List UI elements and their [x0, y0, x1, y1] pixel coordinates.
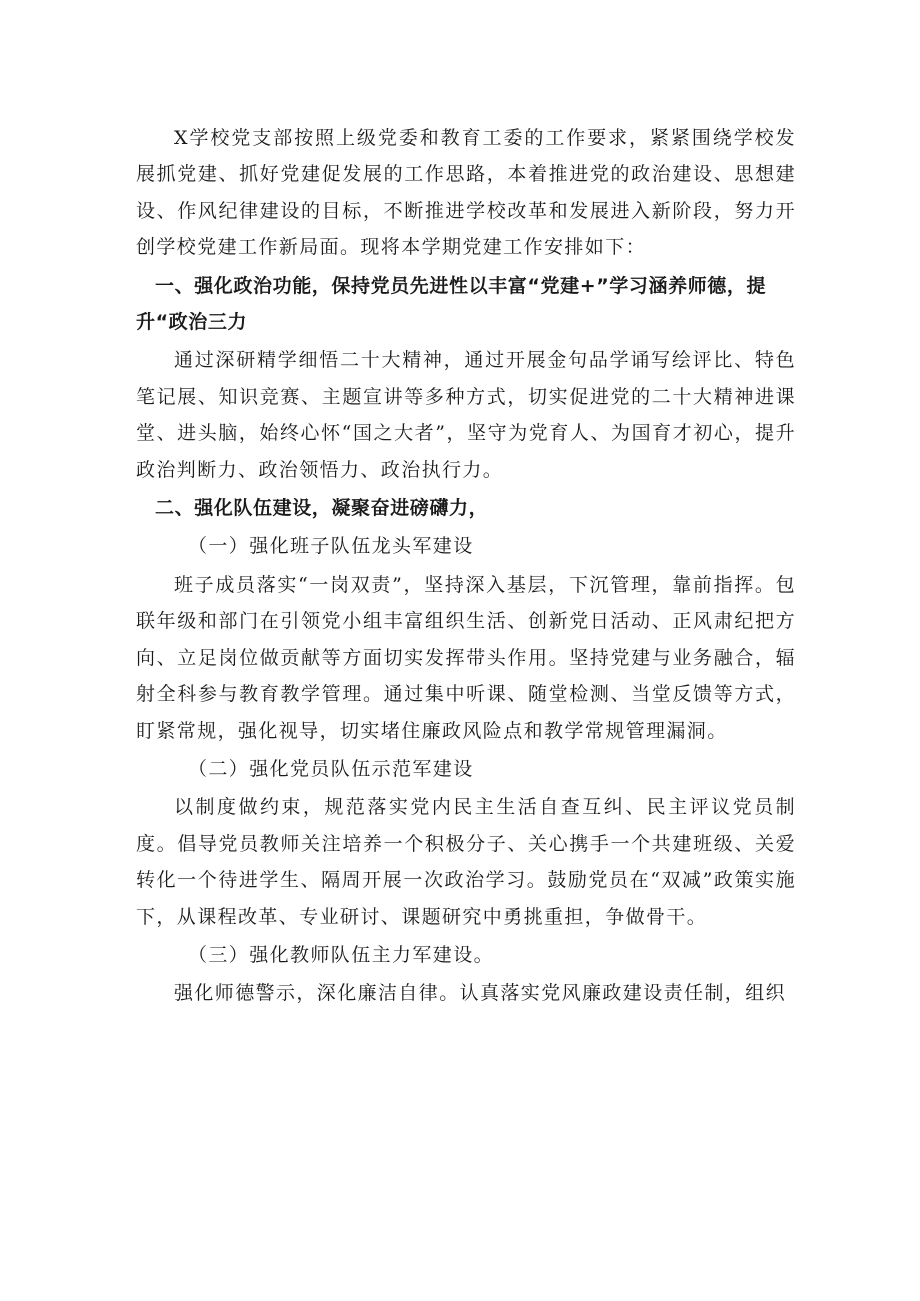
subsection-2-body: 以制度做约束，规范落实党内民主生活自查互纠、民主评议党员制度。倡导党员教师关注培养一个积极分子、关心携手一个共建班级、关爱转化一个待进学生、隔周开展一次政治学习。鼓励党员在“双减”政策实施下，从课程改革、专业研讨、课题研究中勇挑重担，争做骨干。	[136, 796, 796, 928]
section-2-heading: 二、强化队伍建设，凝聚奋进磅礴力，	[155, 497, 489, 520]
section-1-heading: 一、强化政治功能，保持党员先进性以丰富“党建+”学习涵养师德，提升“政治三力	[136, 274, 767, 334]
subsection-1-body: 班子成员落实“一岗双责”，坚持深入基层，下沉管理，靠前指挥。包联年级和部门在引领党小组丰富组织生活、创新党日活动、正风肃纪把方向、立足岗位做贡献等方面切实发挥带头作用。坚持党建与业务融合，辐射全科参与教育教学管理。通过集中听课、随堂检测、当堂反馈等方式，盯紧常规，强化视导，切实堵住廉政风险点和教学常规管理漏洞。	[136, 573, 796, 742]
intro-paragraph: X学校党支部按照上级党委和教育工委的工作要求，紧紧围绕学校发展抓党建、抓好党建促发展的工作思路，本着推进党的政治建设、思想建设、作风纪律建设的目标，不断推进学校改革和发展进入新阶段，努力开创学校党建工作新局面。现将本学期党建工作安排如下：	[136, 127, 796, 259]
document-page	[136, 120, 796, 1012]
subsection-3-body: 强化师德警示，深化廉洁自律。认真落实党风廉政建设责任制，组织	[174, 982, 787, 1005]
subsection-1-title: （一）强化班子队伍龙头军建设	[188, 535, 474, 558]
subsection-3-title: （三）强化教师队伍主力军建设。	[188, 943, 495, 966]
subsection-2-title: （二）强化党员队伍示范军建设	[188, 757, 474, 780]
section-1-body: 通过深研精学细悟二十大精神，通过开展金句品学诵写绘评比、特色笔记展、知识竞赛、主题宣讲等多种方式，切实促进党的二十大精神进课堂、进头脑，始终心怀“国之大者”，坚守为党育人、为国育才初心，提升政治判断力、政治领悟力、政治执行力。	[136, 349, 796, 481]
